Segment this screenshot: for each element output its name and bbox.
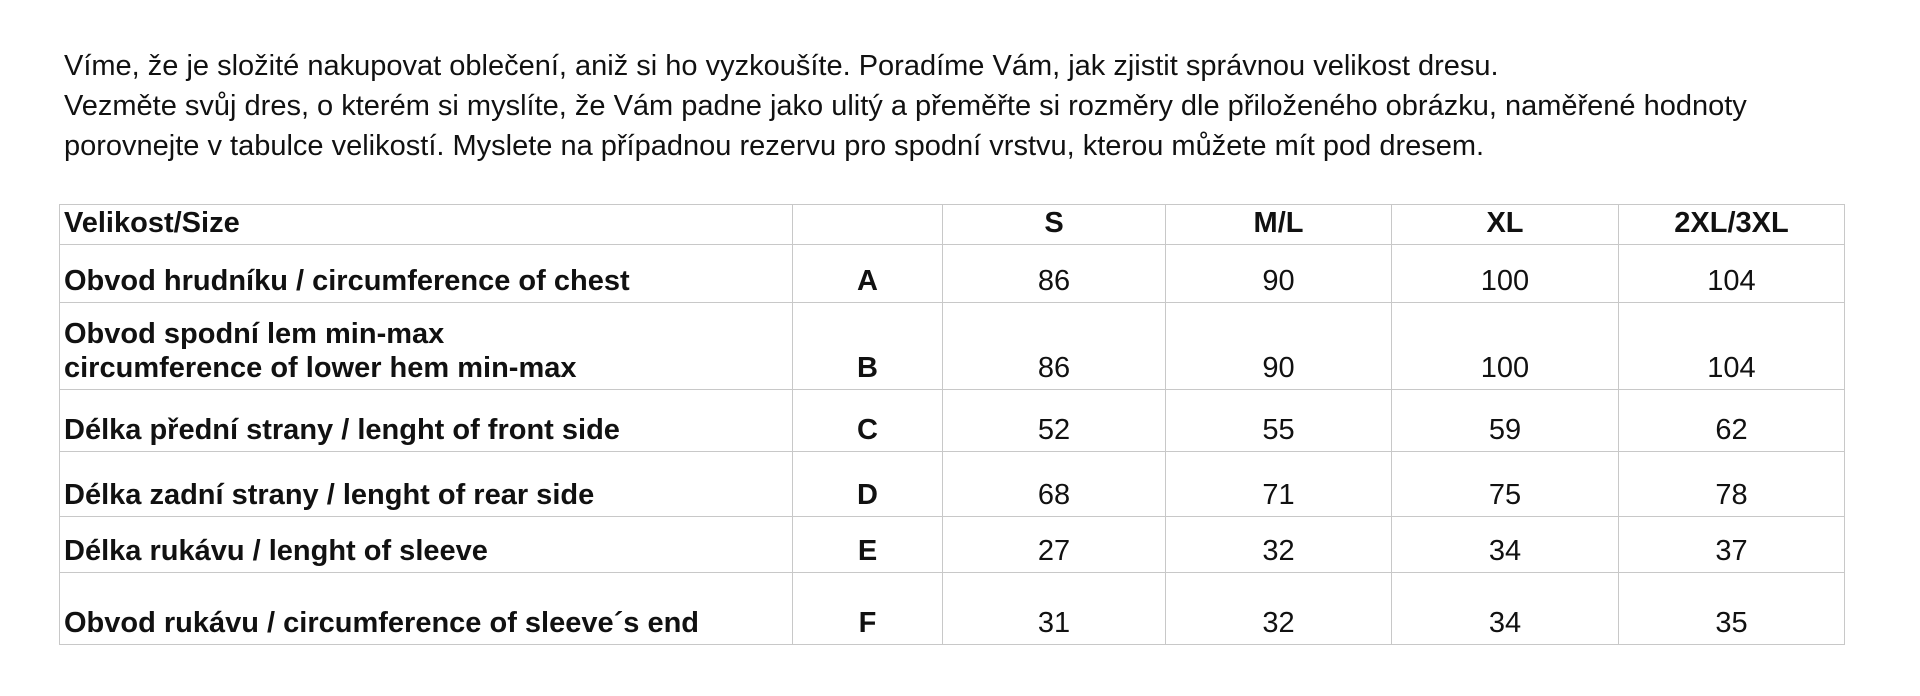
row-label-line1: Obvod spodní lem min-max (64, 318, 445, 350)
cell-value: 86 (943, 245, 1166, 303)
table-row (60, 517, 1845, 573)
cell-value: 32 (1166, 517, 1392, 573)
cell-value: 100 (1392, 245, 1619, 303)
row-label (60, 303, 793, 390)
size-table (59, 204, 1845, 645)
row-label: Délka rukávu / lenght of sleeve (60, 517, 793, 573)
cell-value: 90 (1166, 245, 1392, 303)
cell-value: 34 (1392, 573, 1619, 645)
row-code: F (793, 573, 943, 645)
cell-value: 31 (943, 573, 1166, 645)
header-size-ml: M/L (1166, 205, 1392, 245)
cell-value: 90 (1166, 303, 1392, 390)
cell-value: 100 (1392, 303, 1619, 390)
row-label: Obvod rukávu / circumference of sleeve´s end (60, 573, 793, 645)
table-header-row (60, 205, 1845, 245)
row-code: A (793, 245, 943, 303)
cell-value: 59 (1392, 390, 1619, 452)
intro-line: porovnejte v tabulce velikostí. Myslete na případnou rezervu pro spodní vrstvu, kterou můžete mít pod dresem. (64, 130, 1485, 162)
intro-line: Víme, že je složité nakupovat oblečení, aniž si ho vyzkoušíte. Poradíme Vám, jak zjistit správnou velikost dresu. (64, 50, 1499, 82)
cell-value: 78 (1619, 452, 1845, 517)
cell-value: 86 (943, 303, 1166, 390)
cell-value: 68 (943, 452, 1166, 517)
cell-value: 75 (1392, 452, 1619, 517)
cell-value: 104 (1619, 303, 1845, 390)
table-row (60, 245, 1845, 303)
header-size-s: S (943, 205, 1166, 245)
row-code: E (793, 517, 943, 573)
row-code: D (793, 452, 943, 517)
row-label: Obvod hrudníku / circumference of chest (60, 245, 793, 303)
row-label: Délka přední strany / lenght of front side (60, 390, 793, 452)
cell-value: 32 (1166, 573, 1392, 645)
cell-value: 52 (943, 390, 1166, 452)
intro-line: Vezměte svůj dres, o kterém si myslíte, že Vám padne jako ulitý a přeměřte si rozměry dle přiloženého obrázku, naměřené hodnoty (64, 90, 1747, 122)
table-row (60, 573, 1845, 645)
table-row (60, 303, 1845, 390)
row-label-line2: circumference of lower hem min-max (64, 352, 577, 384)
row-label: Délka zadní strany / lenght of rear side (60, 452, 793, 517)
cell-value: 35 (1619, 573, 1845, 645)
cell-value: 71 (1166, 452, 1392, 517)
cell-value: 55 (1166, 390, 1392, 452)
cell-value: 37 (1619, 517, 1845, 573)
table-row (60, 452, 1845, 517)
row-code: C (793, 390, 943, 452)
cell-value: 104 (1619, 245, 1845, 303)
intro-text (64, 46, 1894, 166)
table-row (60, 390, 1845, 452)
cell-value: 62 (1619, 390, 1845, 452)
row-code: B (793, 303, 943, 390)
header-size-xl: XL (1392, 205, 1619, 245)
header-size-2xl3xl: 2XL/3XL (1619, 205, 1845, 245)
cell-value: 34 (1392, 517, 1619, 573)
header-code (793, 205, 943, 245)
header-label: Velikost/Size (60, 205, 793, 245)
cell-value: 27 (943, 517, 1166, 573)
